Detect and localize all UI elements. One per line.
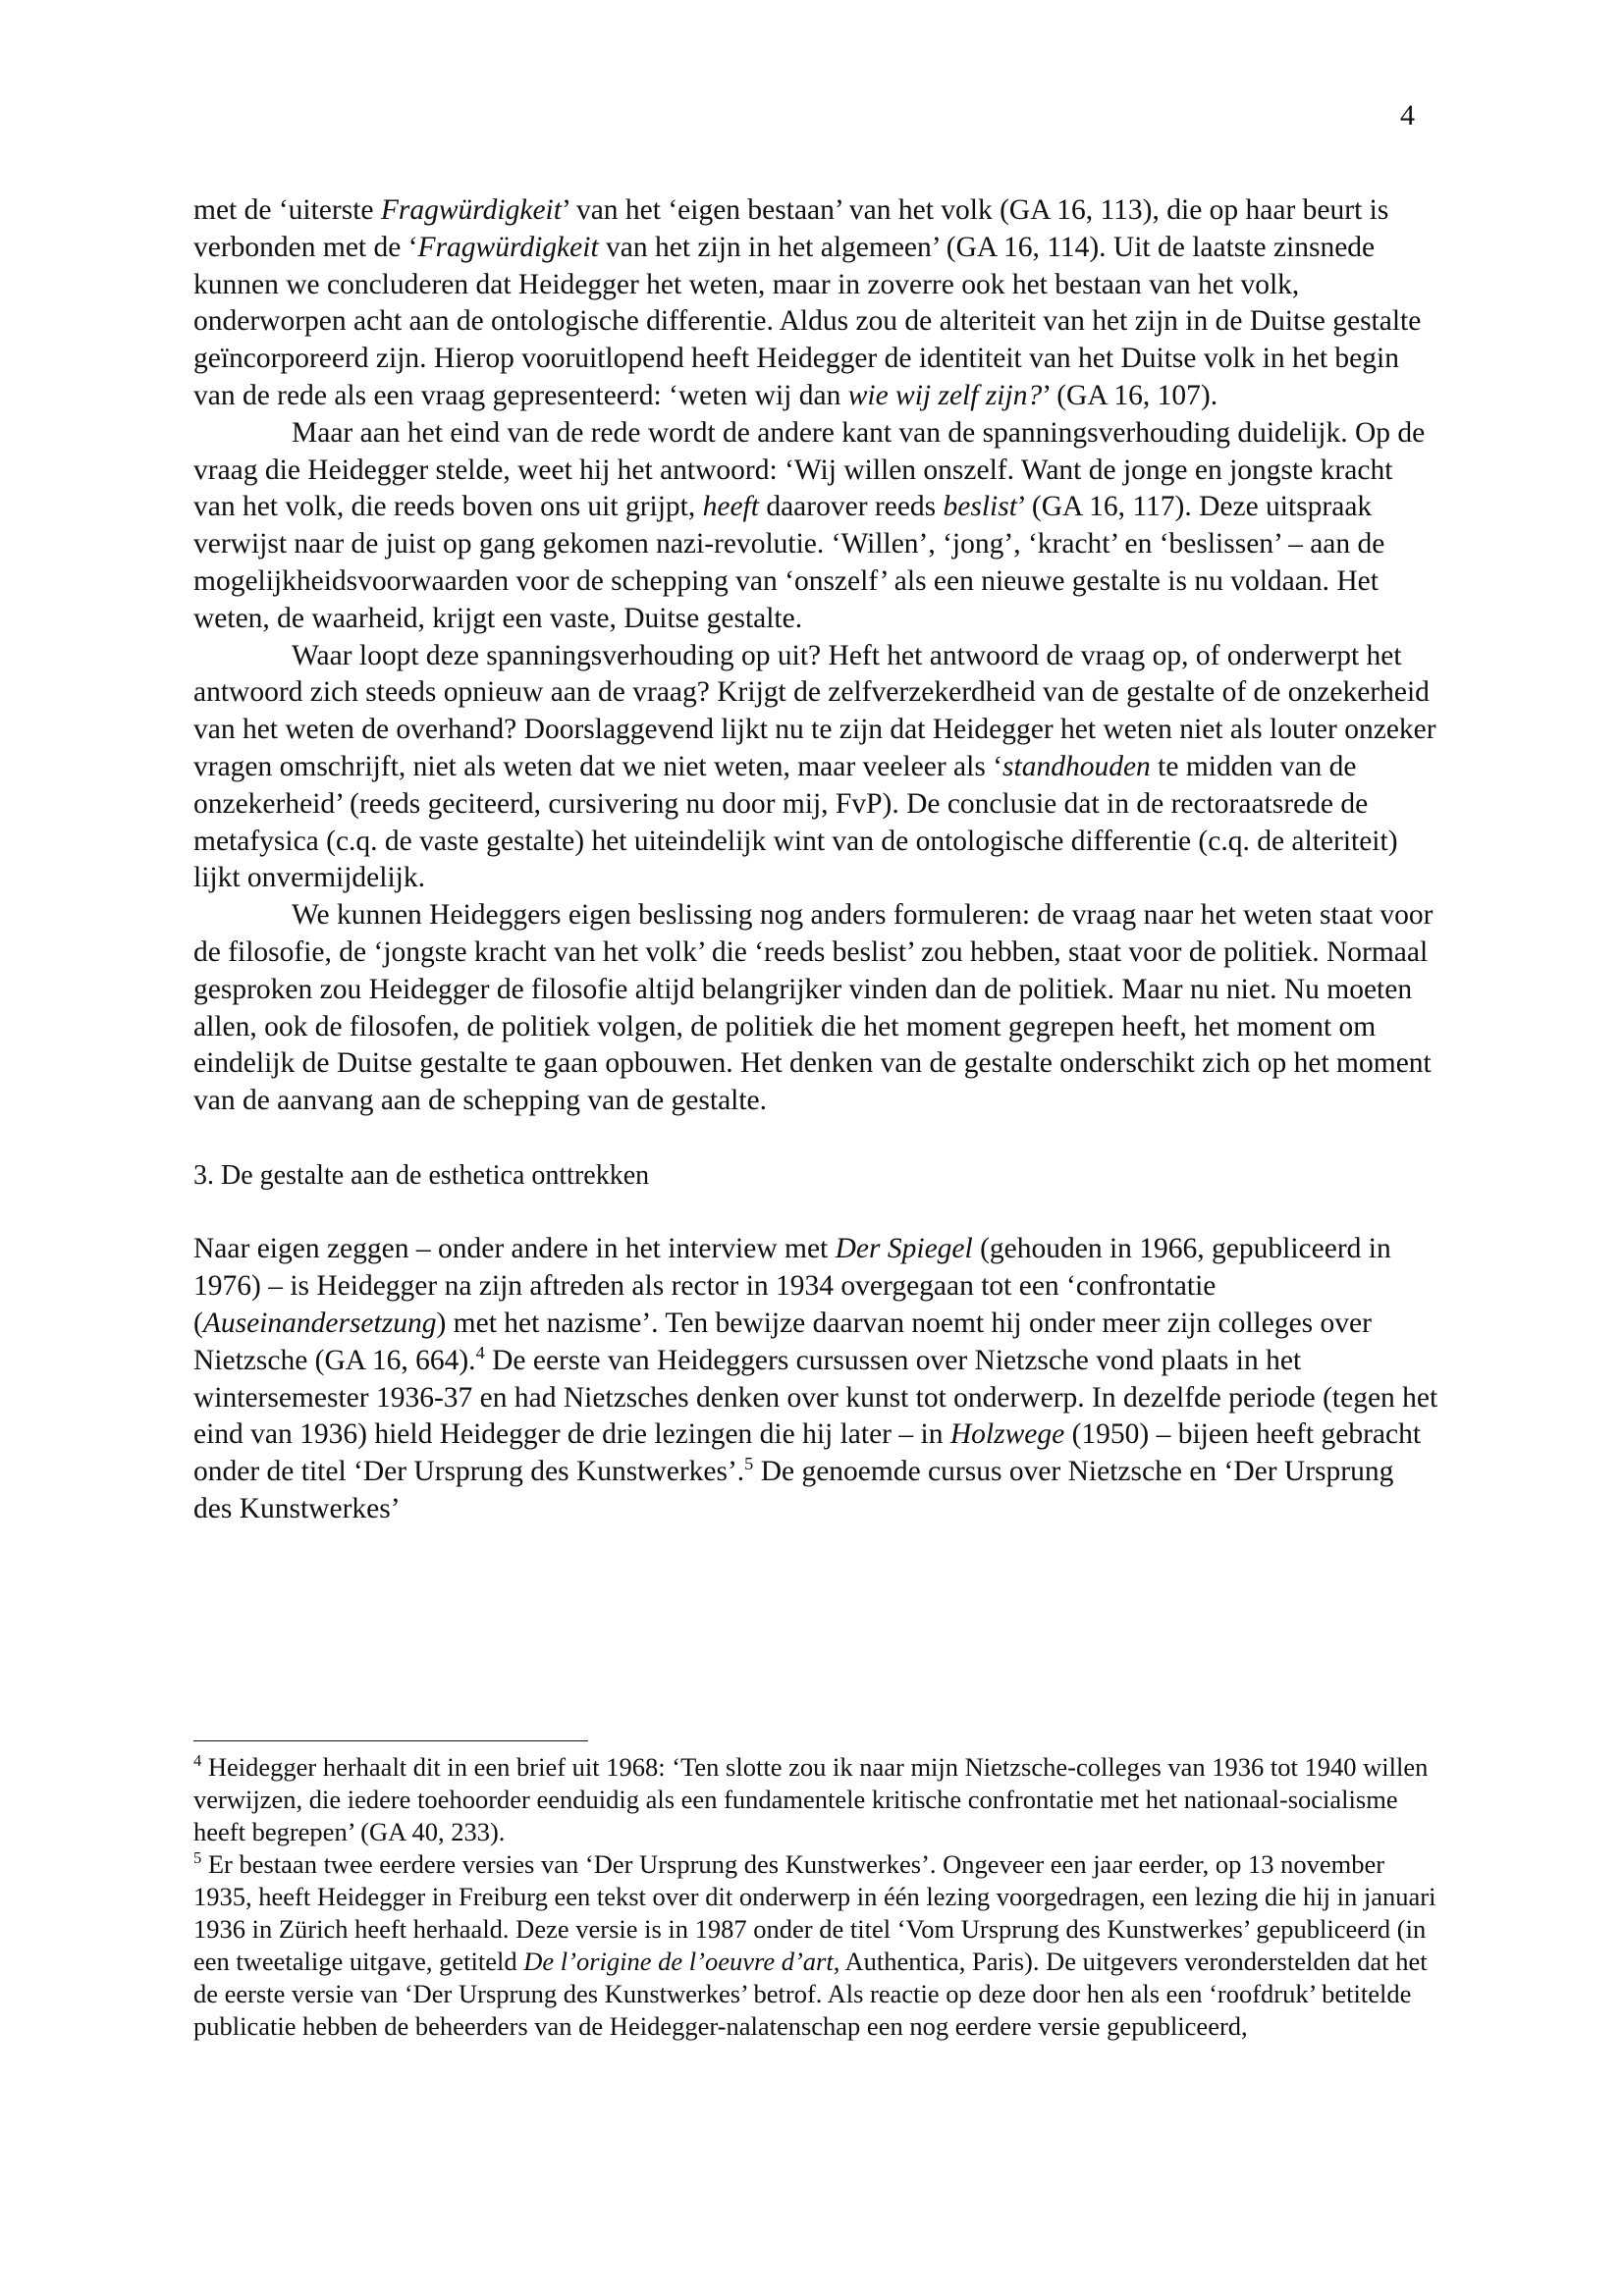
- footnote-marker: 5: [744, 1454, 754, 1474]
- paragraph: [193, 897, 1438, 1120]
- paragraph-group: [193, 192, 1438, 1120]
- text-run: Er bestaan twee eerdere versies van ‘Der Ursprung des Kunstwerkes’. Ongeveer een jaar eerder, op 13 november 1935, heeft Heidegger in Freiburg een tekst over dit onderwerp in één lezing voorgedragen, een lezing die hij in januari 1936 in Zürich heeft herhaald. Deze versie is in 1987 onder de titel ‘Vom Ursprung des Kunstwerkes’ gepubliceerd (in een tweetalige uitgave, getiteld: [193, 1849, 1436, 1976]
- italic-text: Der Spiegel: [835, 1233, 973, 1265]
- footnote: [193, 1751, 1438, 1848]
- text-run: We kunnen Heideggers eigen beslissing nog anders formuleren: de vraag naar het weten staat voor de filosofie, de ‘jongste kracht van het volk’ die ‘reeds beslist’ zou hebben, staat voor de politiek. Normaal gesproken zou Heidegger de filosofie altijd belangrijker vinden dan de politiek. Maar nu niet. Nu moeten allen, ook de filosofen, de politiek volgen, de politiek die het moment gegrepen heeft, het moment om eindelijk de Duitse gestalte te gaan opbouwen. Het denken van de gestalte onderschikt zich op het moment van de aanvang aan de schepping van de gestalte.: [193, 899, 1434, 1117]
- footnote-separator: [193, 1740, 588, 1741]
- text-run: ’ (GA 16, 107).: [1042, 379, 1218, 411]
- text-run: ’ van het ‘eigen bestaan’ van het volk (GA 16, 113), die op haar beurt is verbonden met de ‘: [193, 194, 1389, 263]
- footnote: [193, 1848, 1438, 2043]
- italic-text: Fragwürdigkeit: [417, 231, 599, 263]
- paragraph: [193, 1231, 1438, 1527]
- text-run: De eerste van Heideggers cursussen over Nietzsche vond plaats in het wintersemester 1936-37 en had Nietzsches denken over kunst tot onderwerp. In dezelfde periode (tegen het eind van 1936) hield Heidegger de drie lezingen die hij later – in: [193, 1344, 1438, 1451]
- footnotes: [193, 1740, 1438, 2043]
- text-run: Maar aan het eind van de rede wordt de andere kant van de spanningsverhouding duidelijk. Op de vraag die Heidegger stelde, weet hij het antwoord: ‘Wij willen onszelf. Want de jonge en jongste kracht van het volk, die reeds boven ons uit grijpt,: [193, 416, 1426, 523]
- text-run: (1950) – bijeen heeft gebracht onder de titel ‘Der Ursprung des Kunstwerkes’.: [193, 1418, 1422, 1488]
- footnote-marker: 4: [475, 1342, 485, 1362]
- italic-text: Holzwege: [949, 1418, 1065, 1451]
- text-run: daarover reeds: [758, 491, 944, 523]
- italic-text: Fragwürdigkeit: [380, 194, 562, 226]
- text-run: Heidegger herhaalt dit in een brief uit 1968: ‘Ten slotte zou ik naar mijn Nietzsche-colleges van 1936 tot 1940 willen verwijzen, die iedere toehoorder eenduidig als een fundamentele kritische confrontatie met het nationaal-socialisme heeft begrepen’ (GA 40, 233).: [193, 1752, 1429, 1846]
- text-run: te midden van de onzekerheid’ (reeds geciteerd, cursivering nu door mij, FvP). De conclusie dat in de rectoraatsrede de metafysica (c.q. de vaste gestalte) het uiteindelijk wint van de ontologische differentie (c.q. de alteriteit) lijkt onvermijdelijk.: [193, 750, 1398, 894]
- text-run: Waar loopt deze spanningsverhouding op uit? Heft het antwoord de vraag op, of onderwerpt het antwoord zich steeds opnieuw aan de vraag? Krijgt de zelfverzekerdheid van de gestalte of de onzekerheid van het weten de overhand? Doorslaggevend lijkt nu te zijn dat Heidegger het weten niet als louter onzeker vragen omschrijft, niet als weten dat we niet weten, maar veeleer als ‘: [193, 639, 1436, 782]
- italic-text: standhouden: [1002, 750, 1151, 782]
- text-run: met de ‘uiterste: [193, 194, 381, 226]
- italic-text: heeft: [702, 491, 759, 523]
- text-run: (gehouden in 1966, gepubliceerd in 1976) – is Heidegger na zijn aftreden als rector in 1934 overgegaan tot een ‘confrontatie (: [193, 1233, 1391, 1339]
- italic-text: Auseinandersetzung: [202, 1307, 437, 1339]
- footnote-marker: 5: [193, 1848, 202, 1868]
- body-text: [193, 192, 1438, 1528]
- text-run: De genoemde cursus over Nietzsche en ‘Der Ursprung des Kunstwerkes’: [193, 1456, 1394, 1524]
- text-run: van het zijn in het algemeen’ (GA 16, 114). Uit de laatste zinsnede kunnen we concluderen dat Heidegger het weten, maar in zoverre ook het bestaan van het volk, onderworpen acht aan de ontologische differentie. Aldus zou de alteriteit van het zijn in de Duitse gestalte geïncorporeerd zijn. Hierop vooruitlopend heeft Heidegger de identiteit van het Duitse volk in het begin van de rede als een vraag gepresenteerd: ‘weten wij dan: [193, 231, 1422, 411]
- text-run: ’ (GA 16, 117). Deze uitspraak verwijst naar de juist op gang gekomen nazi-revolutie. ‘Willen’, ‘jong’, ‘kracht’ en ‘beslissen’ – aan de mogelijkheidsvoorwaarden voor de schepping van ‘onszelf’ als een nieuwe gestalte is nu voldaan. Het weten, de waarheid, krijgt een vaste, Duitse gestalte.: [193, 491, 1385, 634]
- footnote-group: [193, 1751, 1438, 2043]
- text-run: Naar eigen zeggen – onder andere in het interview met: [193, 1233, 836, 1265]
- paragraph: [193, 415, 1438, 638]
- section-heading: 3. De gestalte aan de esthetica onttrekken: [193, 1159, 650, 1191]
- text-run: , Authentica, Paris). De uitgevers veronderstelden dat het de eerste versie van ‘Der Ursprung des Kunstwerkes’ betrof. Als reactie op deze door hen als een ‘roofdruk’ betitelde publicatie hebben de beheerders van de Heidegger-nalatenschap een nog eerdere versie gepubliceerd,: [193, 1947, 1428, 2041]
- section-paragraph-group: [193, 1231, 1438, 1527]
- paragraph: [193, 192, 1438, 415]
- italic-text: wie wij zelf zijn?: [847, 379, 1043, 411]
- footnote-marker: 4: [193, 1751, 202, 1771]
- italic-text: De l’origine de l’oeuvre d’art: [523, 1947, 834, 1976]
- page-number: 4: [1400, 99, 1415, 132]
- paragraph: [193, 638, 1438, 898]
- italic-text: beslist: [943, 491, 1017, 523]
- text-run: ) met het nazisme’. Ten bewijze daarvan noemt hij onder meer zijn colleges over Nietzsche (GA 16, 664).: [193, 1307, 1372, 1376]
